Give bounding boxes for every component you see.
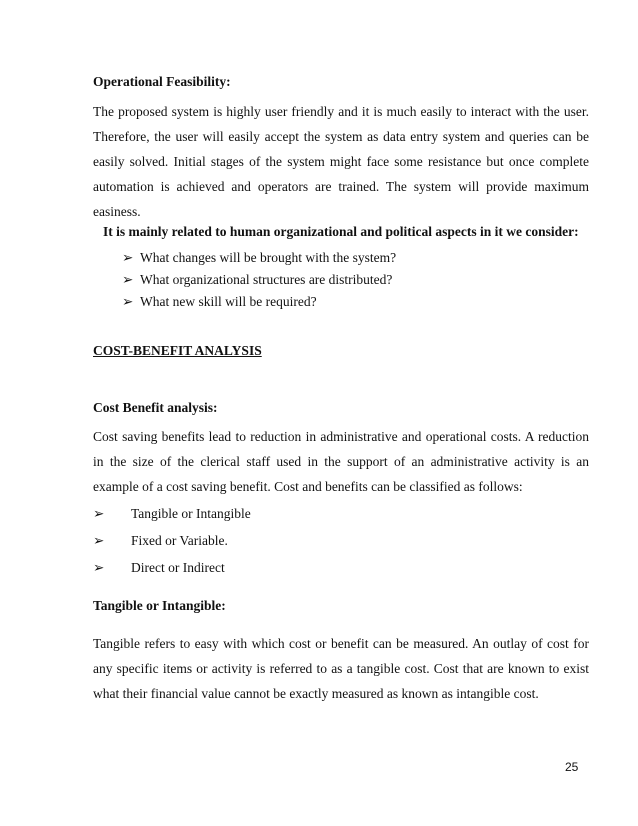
cost-classification-list: [93, 506, 251, 587]
list-item: ➢ What organizational structures are distributed?: [122, 269, 396, 291]
arrow-bullet-icon: ➢: [93, 506, 105, 521]
list-item: ➢ Fixed or Variable.: [93, 533, 228, 548]
tangible-intangible-paragraph: Tangible refers to easy with which cost or benefit can be measured. An outlay of cost for any specific items or activity is referred to as a tangible cost. Cost that are known to exist what their financial value cannot be exactly measured as known as intangible cost.: [93, 636, 589, 701]
list-item: ➢ What changes will be brought with the system?: [122, 247, 396, 269]
list-item: ➢ Tangible or Intangible: [93, 506, 251, 521]
arrow-bullet-icon: ➢: [93, 533, 105, 548]
cost-benefit-analysis-heading: COST-BENEFIT ANALYSIS: [93, 343, 262, 358]
arrow-bullet-icon: ➢: [93, 560, 105, 575]
cost-benefit-subheading: Cost Benefit analysis:: [93, 400, 218, 415]
operational-feasibility-paragraph: The proposed system is highly user friendly and it is much easily to interact with the user. Therefore, the user will easily accept the system as data entry system and queries can be easily solved. Initial stages of the system might face some resistance but once complete automation is achieved and operators are trained. The system will provide maximum easiness.: [93, 104, 589, 219]
arrow-bullet-icon: ➢: [122, 294, 134, 309]
tangible-intangible-heading: Tangible or Intangible:: [93, 598, 226, 613]
arrow-bullet-icon: ➢: [122, 250, 134, 265]
operational-aspects-subheading: It is mainly related to human organizational and political aspects in it we consider:: [103, 224, 579, 239]
operational-feasibility-heading: Operational Feasibility:: [93, 74, 231, 89]
page-number: 25: [565, 760, 579, 774]
cost-benefit-paragraph: Cost saving benefits lead to reduction in administrative and operational costs. A reduction in the size of the clerical staff used in the support of an administrative activity is an example of a cost saving benefit. Cost and benefits can be classified as follows:: [93, 429, 589, 494]
arrow-bullet-icon: ➢: [122, 272, 134, 287]
operational-bullet-list: [122, 247, 396, 313]
list-item: ➢ What new skill will be required?: [122, 291, 396, 313]
list-item: ➢ Direct or Indirect: [93, 560, 225, 575]
